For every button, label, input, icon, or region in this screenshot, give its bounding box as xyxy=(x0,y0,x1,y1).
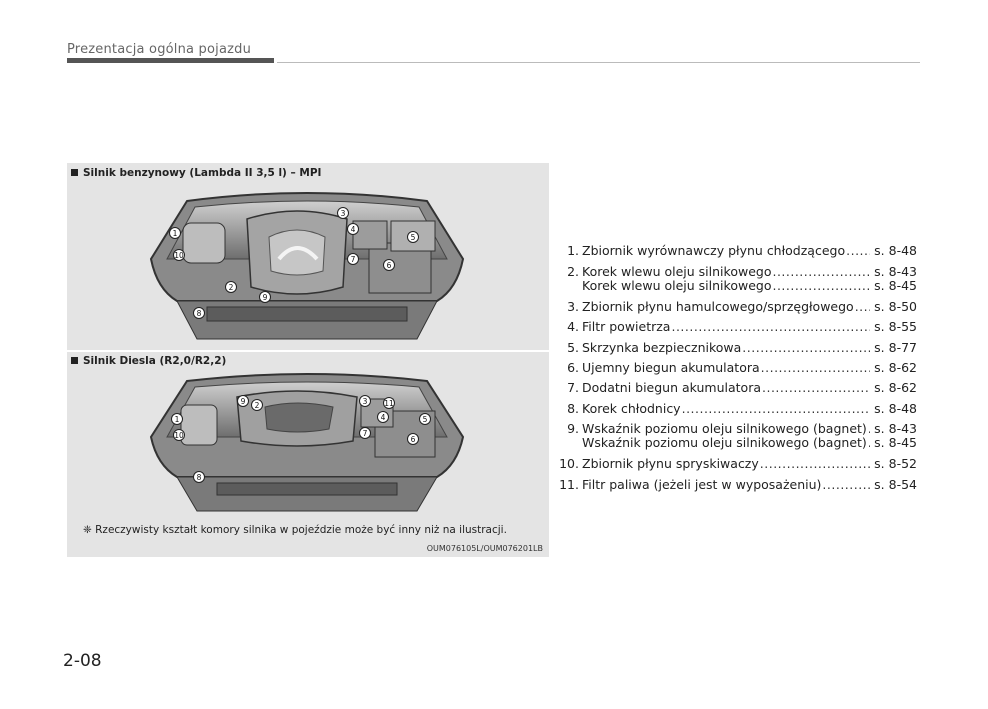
callout-9: 9 xyxy=(240,397,246,406)
legend-page-ref: s. 8-43 xyxy=(874,421,917,436)
section-title-bar xyxy=(67,58,274,63)
legend-page-ref: s. 8-48 xyxy=(874,401,917,416)
legend-text: Wskaźnik poziomu oleju silnikowego (bagnet) xyxy=(582,422,867,436)
petrol-engine-title: Silnik benzynowy (Lambda II 3,5 l) – MPI xyxy=(83,167,322,179)
legend-page-ref: s. 8-54 xyxy=(874,477,917,492)
legend-page-ref: s. 8-45 xyxy=(874,435,917,450)
legend-item xyxy=(555,361,917,375)
diesel-engine-illustration xyxy=(147,371,467,513)
callout-8: 8 xyxy=(196,309,202,318)
legend-item xyxy=(555,478,917,492)
legend-text: Ujemny biegun akumulatora xyxy=(582,361,760,375)
legend-number: 3. xyxy=(567,299,579,314)
legend-page-ref: s. 8-48 xyxy=(874,243,917,258)
callout-6: 6 xyxy=(386,261,392,270)
legend-page-ref: s. 8-55 xyxy=(874,319,917,334)
legend-item xyxy=(555,341,917,355)
legend-text: Filtr powietrza xyxy=(582,320,671,334)
callout-2: 2 xyxy=(254,401,260,410)
legend-item xyxy=(555,320,917,334)
illustration-note: ❈ Rzeczywisty kształt komory silnika w pojeździe może być inny niż na ilustracji. xyxy=(83,524,507,536)
callout-2: 2 xyxy=(228,283,234,292)
callout-10: 10 xyxy=(174,251,184,260)
legend-number: 1. xyxy=(567,243,579,258)
legend-number: 5. xyxy=(567,340,579,355)
legend-number: 7. xyxy=(567,380,579,395)
figure-code: OUM076105L/OUM076201LB xyxy=(426,544,543,553)
legend-text: Zbiornik płynu hamulcowego/sprzęgłowego xyxy=(582,300,854,314)
callout-1: 1 xyxy=(174,415,180,424)
callout-11: 11 xyxy=(384,399,394,408)
square-bullet-icon xyxy=(71,169,78,176)
legend-number: 11. xyxy=(559,477,579,492)
legend-item xyxy=(555,265,917,293)
square-bullet-icon xyxy=(71,357,78,364)
callout-8: 8 xyxy=(196,473,202,482)
legend-number: 10. xyxy=(559,456,579,471)
page-number: 2-08 xyxy=(63,651,102,671)
petrol-engine-illustration xyxy=(147,189,467,341)
legend-text: Wskaźnik poziomu oleju silnikowego (bagnet) xyxy=(582,436,867,450)
callout-9: 9 xyxy=(262,293,268,302)
legend-item xyxy=(555,300,917,314)
engine-compartment-figure xyxy=(67,163,549,557)
header-rule xyxy=(277,62,920,63)
legend-text: Korek wlewu oleju silnikowego xyxy=(582,279,772,293)
legend-text: Korek wlewu oleju silnikowego xyxy=(582,265,772,279)
petrol-engine-heading xyxy=(71,167,321,179)
callout-3: 3 xyxy=(362,397,368,406)
legend-number: 6. xyxy=(567,360,579,375)
callout-3: 3 xyxy=(340,209,346,218)
legend-page-ref: s. 8-62 xyxy=(874,360,917,375)
legend-number: 4. xyxy=(567,319,579,334)
legend-number: 9. xyxy=(567,421,579,436)
figure-divider xyxy=(67,350,549,352)
legend-page-ref: s. 8-50 xyxy=(874,299,917,314)
legend-number: 2. xyxy=(567,264,579,279)
section-title: Prezentacja ogólna pojazdu xyxy=(67,42,252,57)
legend-item xyxy=(555,381,917,395)
legend-item xyxy=(555,244,917,258)
callout-4: 4 xyxy=(380,413,386,422)
legend-item xyxy=(555,422,917,450)
callout-5: 5 xyxy=(422,415,428,424)
legend-text: Filtr paliwa (jeżeli jest w wyposażeniu) xyxy=(582,478,822,492)
diesel-engine-heading xyxy=(71,355,226,367)
callout-4: 4 xyxy=(350,225,356,234)
legend-page-ref: s. 8-52 xyxy=(874,456,917,471)
legend-text: Zbiornik wyrównawczy płynu chłodzącego xyxy=(582,244,846,258)
callout-6: 6 xyxy=(410,435,416,444)
callout-1: 1 xyxy=(172,229,178,238)
legend-text: Zbiornik płynu spryskiwaczy xyxy=(582,457,759,471)
callout-5: 5 xyxy=(410,233,416,242)
callout-7: 7 xyxy=(362,429,368,438)
legend-page-ref: s. 8-77 xyxy=(874,340,917,355)
callout-7: 7 xyxy=(350,255,356,264)
callout-10: 10 xyxy=(174,431,184,440)
legend-item xyxy=(555,402,917,416)
diesel-engine-title: Silnik Diesla (R2,0/R2,2) xyxy=(83,355,227,367)
legend-text: Korek chłodnicy xyxy=(582,402,681,416)
legend-page-ref: s. 8-43 xyxy=(874,264,917,279)
legend-item xyxy=(555,457,917,471)
legend-text: Dodatni biegun akumulatora xyxy=(582,381,762,395)
legend-page-ref: s. 8-45 xyxy=(874,278,917,293)
legend-text: Skrzynka bezpiecznikowa xyxy=(582,341,742,355)
legend-number: 8. xyxy=(567,401,579,416)
legend-page-ref: s. 8-62 xyxy=(874,380,917,395)
